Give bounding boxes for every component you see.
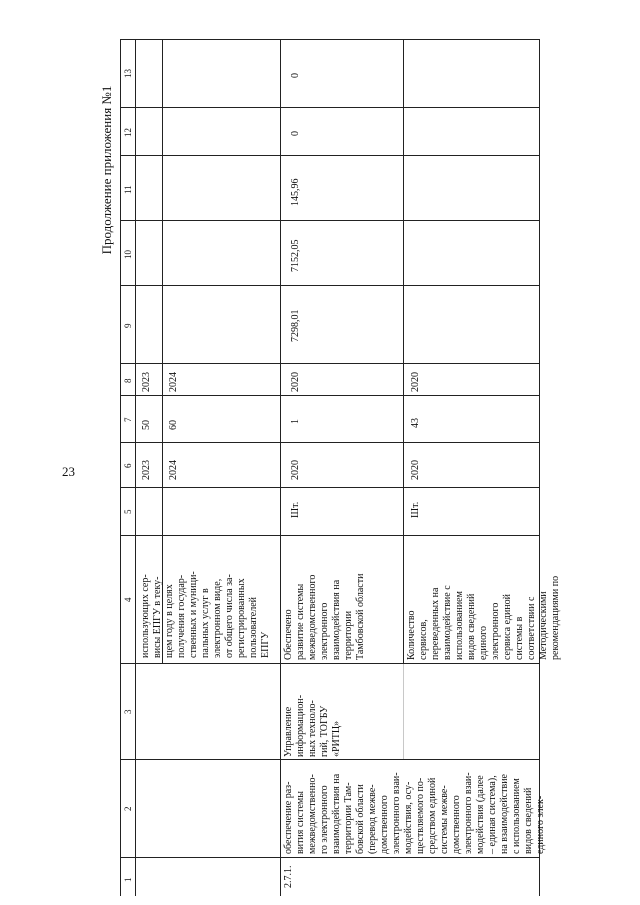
row-boundary-indicator2 (403, 39, 404, 663)
col-boundary-9-10 (120, 285, 540, 286)
cont-value-b: 60 (168, 420, 179, 430)
col-boundary-5-6 (120, 487, 540, 488)
activity-text: обеспечение раз- вития системы межведомственно- го электронного взаимодействия на территории Там- бовской области (перевод межве- домственного электронного взаи- модействия, осу- ществляемого по- средством единой системы межве- домственного электронного взаи- модействия (далее – единая система), на взаимодействие с использованием видов сведений единого элек- (283, 772, 546, 854)
header-col-3: 3 (123, 709, 133, 714)
fund-other: 0 (290, 73, 301, 78)
row-boundary-left (120, 39, 121, 896)
col-boundary-11-12 (120, 155, 540, 156)
indicator-2-text: Количество сервисов, переведенных на взаимодействие с использованием видов сведений единого электронного сервиса единой системы в соответствии с Методическими рекомендациями по (406, 575, 561, 660)
col-boundary-6-7 (120, 442, 540, 443)
unit-1: Шт. (290, 501, 301, 518)
header-col-4: 4 (123, 597, 133, 602)
cont-year-b: 2024 (168, 460, 179, 480)
col-boundary-7-8 (120, 395, 540, 396)
base-value-1: 1 (290, 419, 301, 424)
cont-value-a: 50 (141, 420, 152, 430)
col-boundary-8-9 (120, 363, 540, 364)
header-col-9: 9 (123, 323, 133, 328)
header-col-6: 6 (123, 463, 133, 468)
unit-2: Шт. (410, 501, 421, 518)
base-year-2: 2020 (410, 460, 421, 480)
row-boundary-faint (403, 663, 404, 759)
header-col-7: 7 (123, 417, 133, 422)
header-col-13: 13 (123, 69, 133, 78)
fund-federal: 145,96 (290, 178, 301, 206)
row-number: 2.7.1. (283, 865, 294, 888)
col-boundary-1-2 (120, 857, 540, 858)
page-number: 23 (62, 464, 75, 479)
executor-text: Управление информацион- ных техноло- гий, ТОГБУ «РИТЦ» (283, 694, 342, 757)
indicator-1-text: Обеспечено развитие системы межведомственного электронного взаимодействия на территории Тамбовской области (283, 573, 366, 660)
cont-year-a: 2023 (141, 460, 152, 480)
indicator-continuation: использующих сер- висы ЕПГУ в теку- щем году в целях получения государ- ственных и муници- пальных услуг в электронном виде, от общего числа за- регистрированных пользователей ЕПГУ (140, 571, 271, 658)
base-value-2: 43 (410, 418, 421, 428)
header-col-5: 5 (123, 509, 133, 514)
col-boundary-10-11 (120, 220, 540, 221)
row-boundary-main (280, 39, 281, 896)
header-col-12: 12 (123, 128, 133, 137)
fund-regional: 7152,05 (290, 239, 301, 272)
annex-title: Продолжение приложения №1 (99, 85, 114, 255)
fund-local: 0 (290, 131, 301, 136)
fund-total: 7298,01 (290, 309, 301, 342)
cont-end-year-b: 2024 (168, 372, 179, 392)
base-year-1: 2020 (290, 460, 301, 480)
header-col-1: 1 (123, 877, 133, 882)
header-col-10: 10 (123, 250, 133, 259)
cont-end-year-a: 2023 (141, 372, 152, 392)
header-col-2: 2 (123, 806, 133, 811)
target-year-1: 2020 (290, 372, 301, 392)
header-col-8: 8 (123, 378, 133, 383)
col-boundary-12-13 (120, 107, 540, 108)
target-year-2: 2020 (410, 372, 421, 392)
header-col-11: 11 (123, 185, 133, 194)
row-boundary-header (135, 39, 136, 896)
col-boundary-13-top (120, 39, 540, 40)
